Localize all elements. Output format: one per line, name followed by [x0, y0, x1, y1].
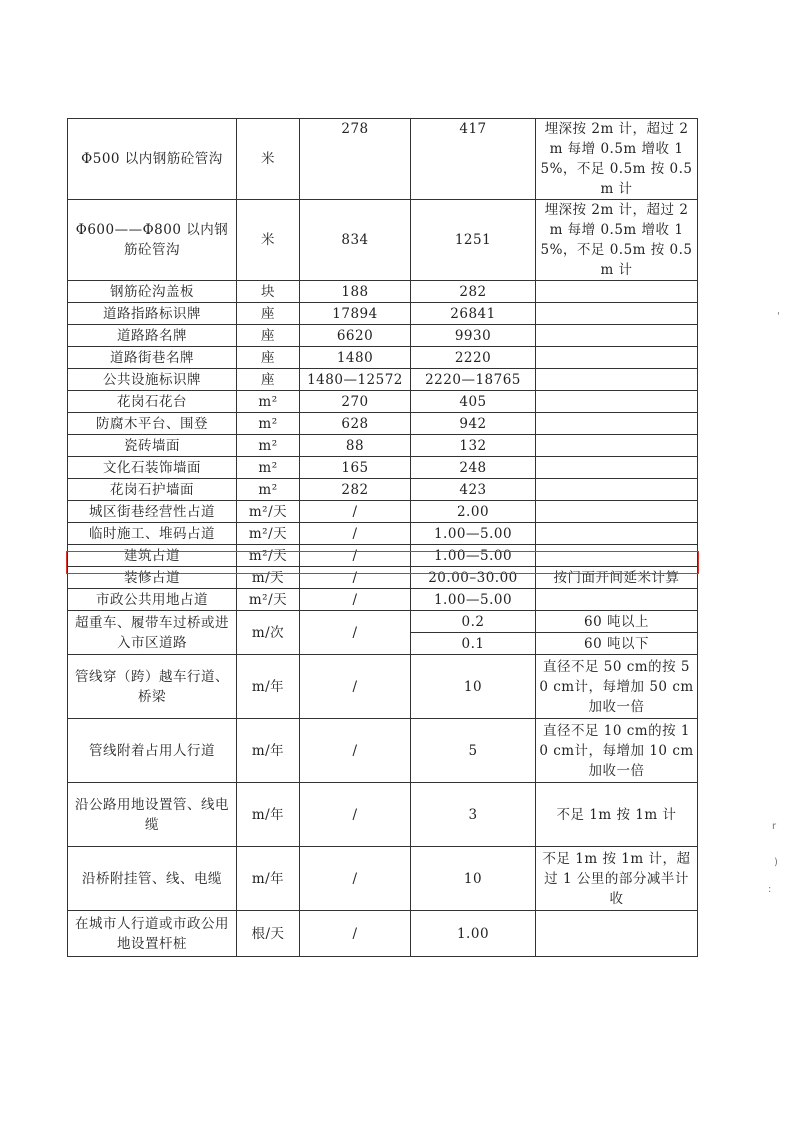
item-name: 超重车、履带车过桥或进入市区道路: [68, 611, 237, 655]
item-name: 道路指路标识牌: [68, 303, 237, 325]
fee-a: /: [300, 567, 411, 589]
fee-a: /: [300, 911, 411, 957]
item-name: 花岗石护墙面: [68, 479, 237, 501]
item-name: 道路路名牌: [68, 325, 237, 347]
fee-a: /: [300, 611, 411, 655]
fee-b: 1.00—5.00: [411, 545, 536, 567]
item-note: [536, 523, 698, 545]
item-name: 沿公路用地设置管、线电缆: [68, 783, 237, 847]
table-row: [68, 847, 698, 911]
item-unit: 米: [237, 200, 300, 281]
item-name: 沿桥附挂管、线、电缆: [68, 847, 237, 911]
table-row-highlighted: [68, 589, 698, 611]
item-note: [536, 347, 698, 369]
item-name: 城区街巷经营性占道: [68, 501, 237, 523]
item-note: [536, 479, 698, 501]
item-name: 瓷砖墙面: [68, 435, 237, 457]
table-row: [68, 911, 698, 957]
item-unit: m²: [237, 479, 300, 501]
fee-a: 188: [300, 281, 411, 303]
table-row: [68, 413, 698, 435]
item-unit: 座: [237, 325, 300, 347]
table-row: [68, 325, 698, 347]
fee-b: 2.00: [411, 501, 536, 523]
item-unit: m/年: [237, 847, 300, 911]
item-unit: m²/天: [237, 589, 300, 611]
item-note: [536, 457, 698, 479]
item-unit: m²/天: [237, 523, 300, 545]
item-unit: m/年: [237, 719, 300, 783]
table-row: [68, 719, 698, 783]
table-row: [68, 501, 698, 523]
fee-a: 628: [300, 413, 411, 435]
fee-table: [67, 118, 698, 957]
fee-a: /: [300, 501, 411, 523]
fee-a: /: [300, 719, 411, 783]
item-unit: 座: [237, 347, 300, 369]
item-name: 装修占道: [68, 567, 237, 589]
item-name: 在城市人行道或市政公用地设置杆桩: [68, 911, 237, 957]
fee-a: 165: [300, 457, 411, 479]
item-name: 公共设施标识牌: [68, 369, 237, 391]
fee-a: /: [300, 523, 411, 545]
item-note: [536, 369, 698, 391]
fee-b: 0.2: [411, 611, 536, 633]
fee-b: 417: [411, 119, 536, 200]
table-row: [68, 457, 698, 479]
item-unit: 块: [237, 281, 300, 303]
scan-speck: :: [768, 884, 772, 895]
item-note: 直径不足 50 cm的按 50 cm计，每增加 50 cm加收一倍: [536, 655, 698, 719]
fee-b: 9930: [411, 325, 536, 347]
fee-a: 88: [300, 435, 411, 457]
item-note: [536, 435, 698, 457]
item-name: 道路街巷名牌: [68, 347, 237, 369]
table-row: [68, 369, 698, 391]
table-row: [68, 783, 698, 847]
item-unit: m/年: [237, 655, 300, 719]
fee-a: /: [300, 783, 411, 847]
item-unit: m²: [237, 391, 300, 413]
item-note: 直径不足 10 cm的按 10 cm计，每增加 10 cm加收一倍: [536, 719, 698, 783]
item-name: 管线穿（跨）越车行道、桥梁: [68, 655, 237, 719]
fee-b: 942: [411, 413, 536, 435]
table-row: [68, 347, 698, 369]
item-name: 管线附着占用人行道: [68, 719, 237, 783]
fee-b: 1.00—5.00: [411, 523, 536, 545]
fee-a: /: [300, 847, 411, 911]
item-note: 按门面开间延米计算: [536, 567, 698, 589]
item-note: 不足 1m 按 1m 计: [536, 783, 698, 847]
fee-b: 10: [411, 655, 536, 719]
item-name: Φ500 以内钢筋砼管沟: [68, 119, 237, 200]
scan-speck: ': [777, 311, 780, 322]
item-unit: 座: [237, 303, 300, 325]
item-name: 防腐木平台、围登: [68, 413, 237, 435]
table-row: [68, 435, 698, 457]
fee-b: 10: [411, 847, 536, 911]
table-row: [68, 200, 698, 281]
fee-b: 20.00–30.00: [411, 567, 536, 589]
scan-speck: r: [772, 821, 777, 832]
fee-a: 17894: [300, 303, 411, 325]
item-name: 建筑占道: [68, 545, 237, 567]
table-row: [68, 545, 698, 567]
item-unit: m/年: [237, 783, 300, 847]
item-note: 60 吨以下: [536, 633, 698, 655]
item-unit: m/次: [237, 611, 300, 655]
fee-b: 3: [411, 783, 536, 847]
item-unit: m²/天: [237, 501, 300, 523]
fee-b: 282: [411, 281, 536, 303]
item-note: 埋深按 2m 计，超过 2m 每增 0.5m 增收 15%，不足 0.5m 按 0.5m 计: [536, 119, 698, 200]
fee-b: 423: [411, 479, 536, 501]
table-row: [68, 281, 698, 303]
item-note: [536, 501, 698, 523]
fee-b: 2220—18765: [411, 369, 536, 391]
item-unit: m²: [237, 435, 300, 457]
item-note: [536, 303, 698, 325]
item-note: 60 吨以上: [536, 611, 698, 633]
item-name: 花岗石花台: [68, 391, 237, 413]
table-row: [68, 567, 698, 589]
table-row: [68, 391, 698, 413]
fee-b: 5: [411, 719, 536, 783]
item-note: [536, 325, 698, 347]
table-row: [68, 611, 698, 633]
fee-a: 278: [300, 119, 411, 200]
table-row: [68, 523, 698, 545]
fee-b: 2220: [411, 347, 536, 369]
table-row: [68, 655, 698, 719]
fee-a: 6620: [300, 325, 411, 347]
fee-b: 1.00—5.00: [411, 589, 536, 611]
item-note: 不足 1m 按 1m 计，超过 1 公里的部分减半计收: [536, 847, 698, 911]
item-unit: 座: [237, 369, 300, 391]
item-note: [536, 589, 698, 611]
item-note: [536, 391, 698, 413]
item-note: [536, 413, 698, 435]
item-unit: 米: [237, 119, 300, 200]
item-note: [536, 545, 698, 567]
table-row: [68, 479, 698, 501]
item-note: [536, 911, 698, 957]
fee-a: 834: [300, 200, 411, 281]
fee-b: 1.00: [411, 911, 536, 957]
item-name: 文化石装饰墙面: [68, 457, 237, 479]
item-unit: m²: [237, 413, 300, 435]
fee-a: 1480—12572: [300, 369, 411, 391]
item-name: Φ600——Φ800 以内钢筋砼管沟: [68, 200, 237, 281]
fee-b: 405: [411, 391, 536, 413]
table-row: [68, 119, 698, 200]
fee-a: 282: [300, 479, 411, 501]
fee-b: 26841: [411, 303, 536, 325]
item-name: 市政公共用地占道: [68, 589, 237, 611]
item-unit: m²: [237, 457, 300, 479]
fee-a: /: [300, 545, 411, 567]
table-row: [68, 303, 698, 325]
item-note: 埋深按 2m 计，超过 2m 每增 0.5m 增收 15%，不足 0.5m 按 0.5m 计: [536, 200, 698, 281]
item-name: 临时施工、堆码占道: [68, 523, 237, 545]
fee-b: 248: [411, 457, 536, 479]
fee-b: 1251: [411, 200, 536, 281]
fee-b: 0.1: [411, 633, 536, 655]
fee-a: 1480: [300, 347, 411, 369]
item-note: [536, 281, 698, 303]
fee-a: 270: [300, 391, 411, 413]
item-unit: 根/天: [237, 911, 300, 957]
item-unit: m/天: [237, 567, 300, 589]
item-name: 钢筋砼沟盖板: [68, 281, 237, 303]
scan-speck: ): [774, 857, 778, 868]
fee-b: 132: [411, 435, 536, 457]
fee-a: /: [300, 589, 411, 611]
item-unit: m²/天: [237, 545, 300, 567]
fee-a: /: [300, 655, 411, 719]
